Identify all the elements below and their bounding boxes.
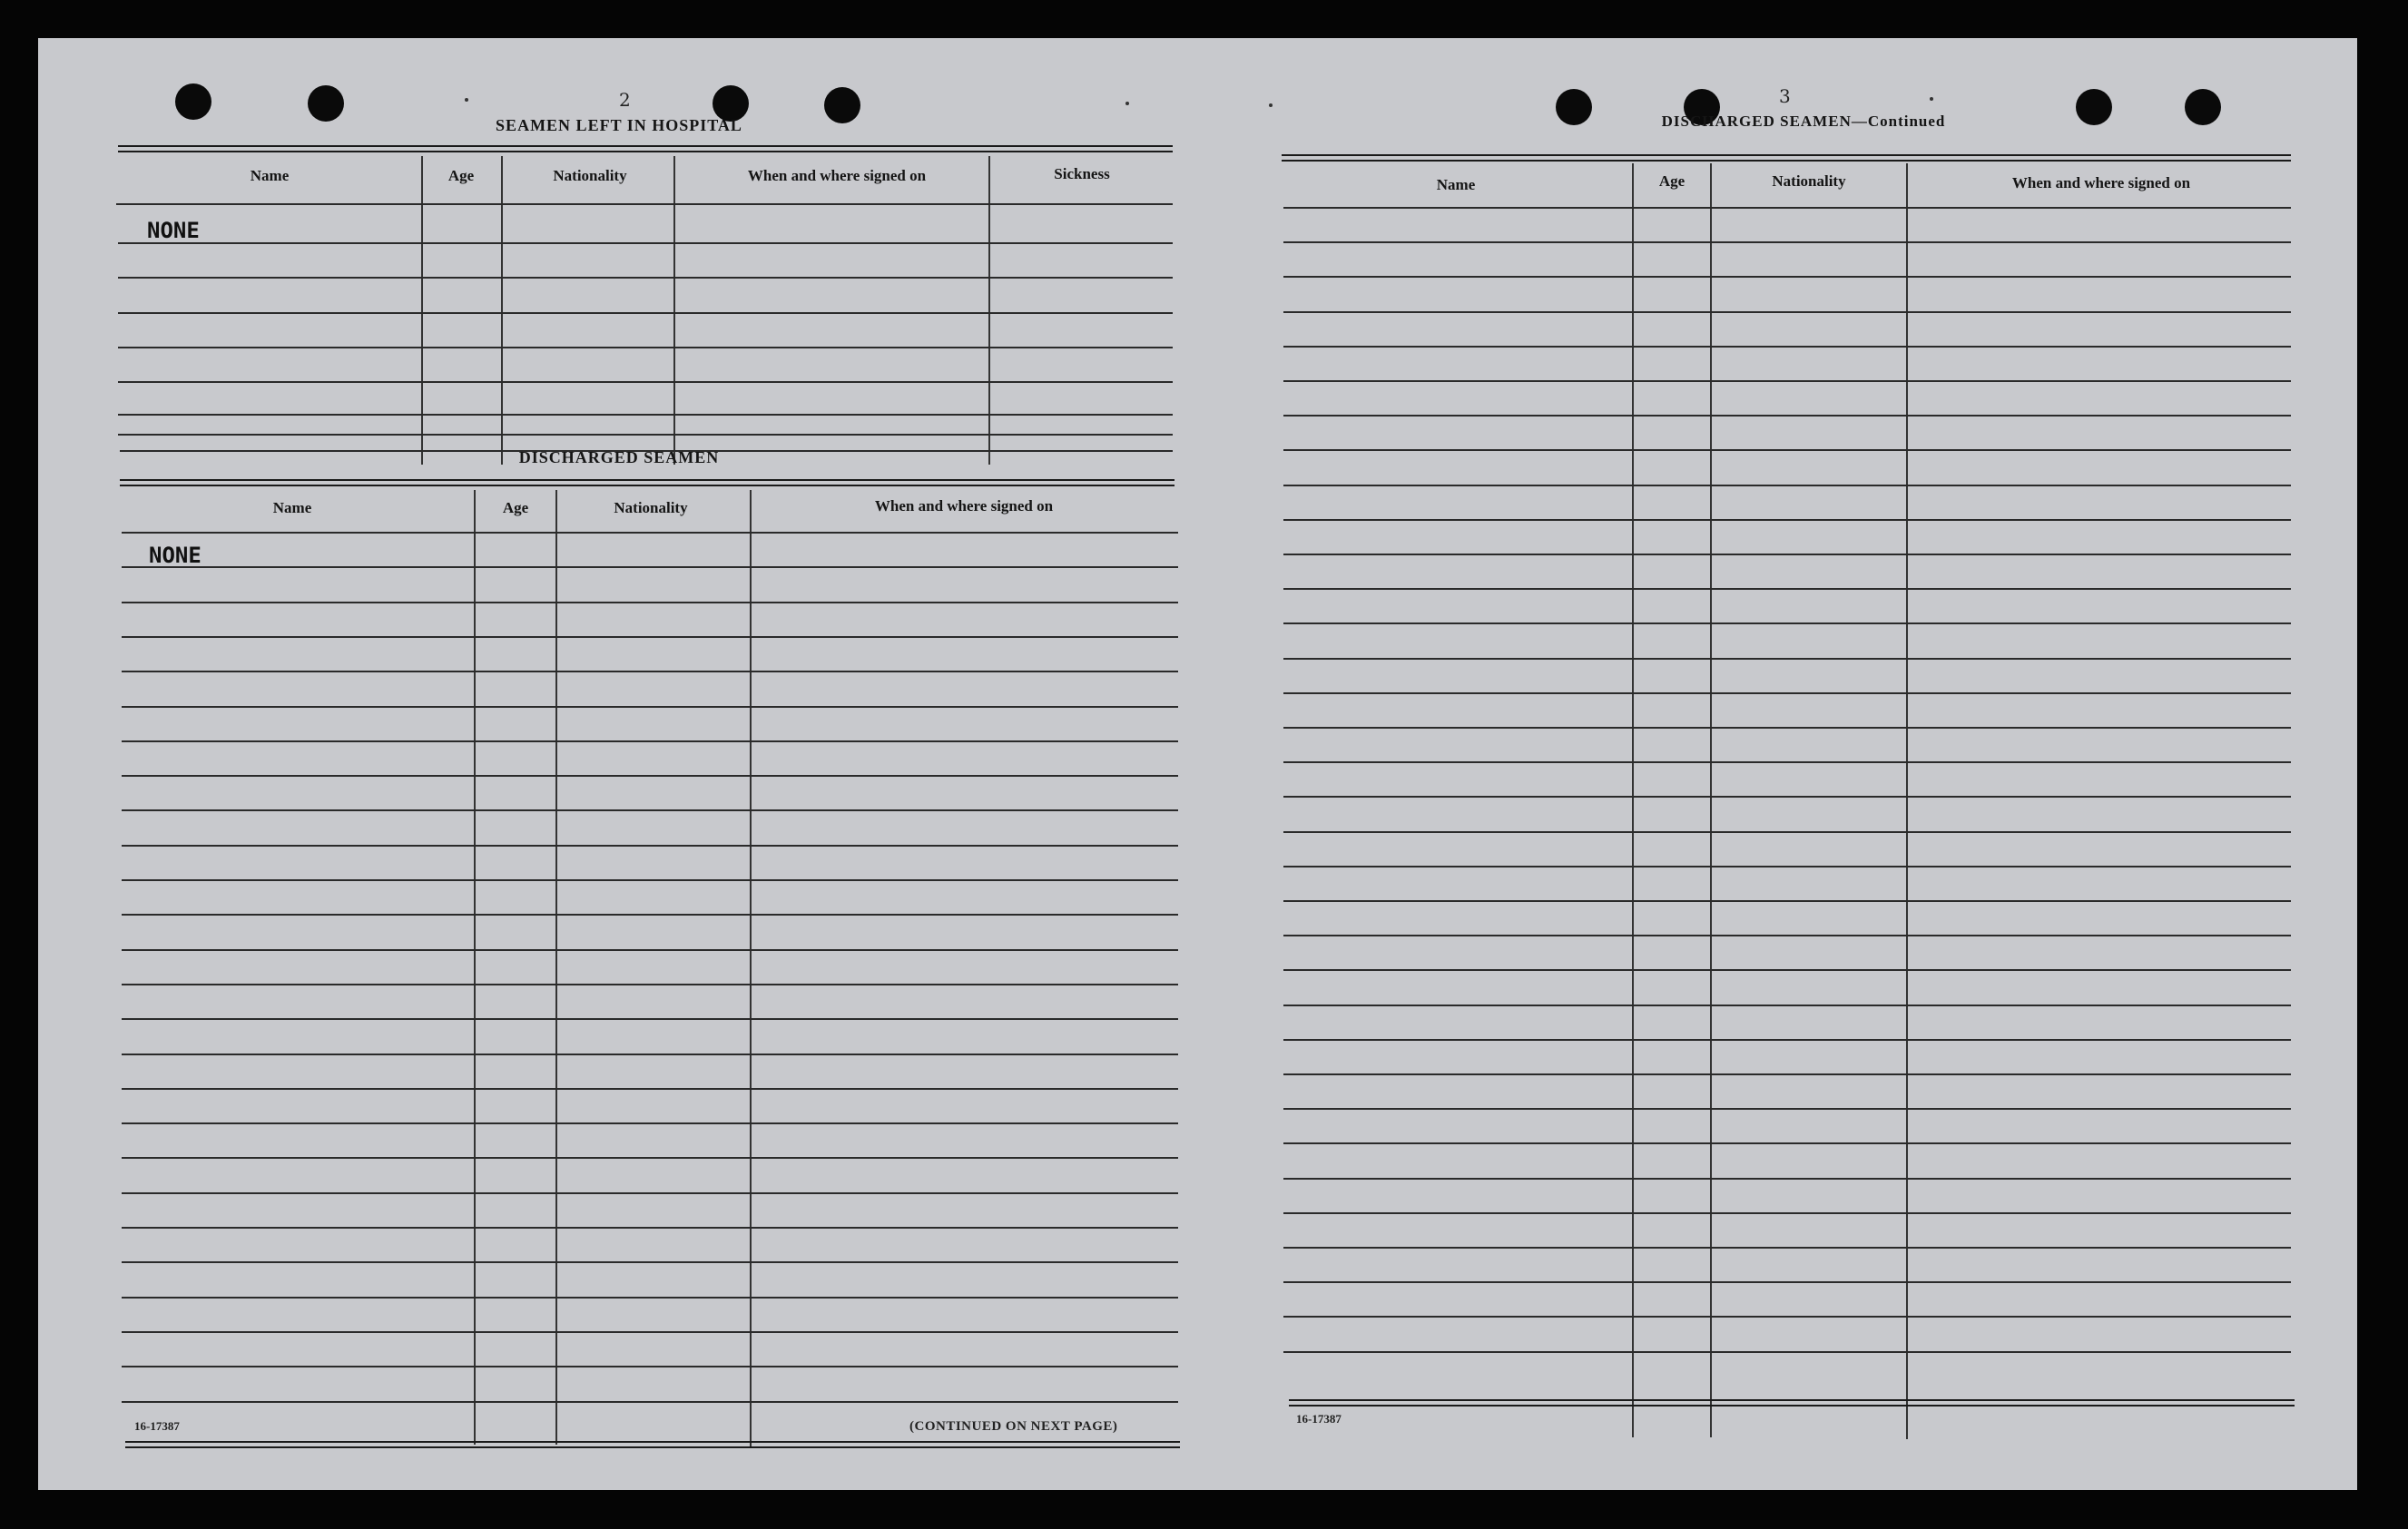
col-header-nationality: Nationality: [614, 499, 688, 516]
ledger-row-line: [122, 949, 1178, 951]
ledger-row-line: [1283, 276, 2291, 278]
col-header-age: Age: [502, 499, 529, 516]
hospital-section-title: SEAMEN LEFT IN HOSPITAL: [496, 116, 742, 134]
ledger-row-line: [1283, 485, 2291, 486]
ledger-row-line: [1283, 1039, 2291, 1041]
ledger-row-line: [122, 740, 1178, 742]
ledger-row-line: [122, 671, 1178, 672]
left-page-number: 2: [619, 89, 631, 111]
ledger-row-line: [122, 636, 1178, 638]
ledger-row-line: [1283, 866, 2291, 867]
divider: [1282, 154, 2291, 162]
continued-note: (CONTINUED ON NEXT PAGE): [909, 1419, 1118, 1434]
divider: [125, 1441, 1180, 1448]
ledger-row-line: [122, 1157, 1178, 1159]
ledger-row-line: [122, 1088, 1178, 1090]
ledger-row-line: [122, 1366, 1178, 1367]
ledger-row-line: [122, 1122, 1178, 1124]
ledger-row-line: [1283, 1142, 2291, 1144]
ledger-row-line: [1283, 658, 2291, 660]
ledger-row-line: [1283, 831, 2291, 833]
ledger-row-line: [1283, 935, 2291, 936]
ledger-row-line: [1283, 1281, 2291, 1283]
ledger-row-line: [1283, 727, 2291, 729]
ledger-row-line: [1283, 519, 2291, 521]
ledger-row-line: [1283, 380, 2291, 382]
divider: [120, 479, 1175, 486]
ledger-row-line: [122, 809, 1178, 811]
ledger-row-line: [1283, 415, 2291, 417]
ledger-row-line: [1283, 692, 2291, 694]
ledger-row-line: [122, 1054, 1178, 1055]
divider: [118, 145, 1173, 152]
ledger-row-line: [1283, 761, 2291, 763]
punch-hole: [1556, 89, 1592, 125]
ledger-row-line: [1283, 207, 2291, 209]
ledger-row-line: [1283, 796, 2291, 798]
ledger-row-line: [1283, 1178, 2291, 1180]
right-page-number: 3: [1779, 85, 1791, 107]
ledger-row-line: [1283, 1005, 2291, 1006]
ledger-row-line: [1283, 1351, 2291, 1353]
document-paper: [38, 38, 2357, 1490]
col-header-name: Name: [1436, 176, 1476, 193]
ledger-row-line: [122, 532, 1178, 534]
col-header-when-where: When and where signed on: [2011, 174, 2191, 191]
ledger-row-line: [1283, 622, 2291, 624]
discharged-continued-title: DISCHARGED SEAMEN—Continued: [1661, 113, 1946, 130]
ledger-row-line: [122, 602, 1178, 603]
ledger-row-line: [122, 1018, 1178, 1020]
ledger-row-line: [1283, 1212, 2291, 1214]
ledger-row-line: [122, 845, 1178, 847]
ledger-row-line: [1283, 1247, 2291, 1249]
ledger-row-line: [1283, 311, 2291, 313]
punch-hole: [308, 85, 344, 122]
discharged-entry-text: NONE: [149, 543, 201, 568]
col-header-when-where: When and where signed on: [874, 497, 1054, 515]
ledger-row-line: [1283, 969, 2291, 971]
col-header-name: Name: [250, 167, 290, 184]
discharged-section-title: DISCHARGED SEAMEN: [518, 448, 720, 466]
col-header-nationality: Nationality: [553, 167, 627, 184]
punch-hole: [824, 87, 860, 123]
ledger-row-line: [122, 1297, 1178, 1299]
ledger-row-line: [1283, 1073, 2291, 1075]
ledger-row-line: [122, 1227, 1178, 1229]
col-header-when-where: When and where signed on: [747, 167, 927, 184]
ledger-row-line: [1283, 900, 2291, 902]
hospital-entry-text: NONE: [147, 218, 200, 243]
ledger-row-line: [122, 879, 1178, 881]
ledger-row-line: [122, 1401, 1178, 1403]
col-header-name: Name: [272, 499, 312, 516]
col-header-nationality: Nationality: [1772, 172, 1846, 190]
ledger-row-line: [122, 1261, 1178, 1263]
divider: [1289, 1399, 2295, 1406]
ledger-row-line: [122, 775, 1178, 777]
ledger-row-line: [1283, 554, 2291, 555]
ledger-row-line: [122, 984, 1178, 985]
ledger-row-line: [122, 706, 1178, 708]
ledger-row-line: [1283, 1316, 2291, 1318]
ledger-row-line: [122, 1331, 1178, 1333]
ledger-row-line: [1283, 449, 2291, 451]
punch-hole: [2185, 89, 2221, 125]
punch-hole: [175, 83, 211, 120]
col-header-age: Age: [1658, 172, 1686, 190]
form-number: 16-17387: [134, 1419, 180, 1433]
form-number: 16-17387: [1296, 1412, 1342, 1426]
ledger-row-line: [1283, 588, 2291, 590]
ledger-row-line: [1283, 241, 2291, 243]
ledger-row-line: [122, 566, 1178, 568]
punch-hole: [2076, 89, 2112, 125]
ledger-row-line: [122, 914, 1178, 916]
ledger-row-line: [122, 1192, 1178, 1194]
col-header-sickness: Sickness: [1054, 165, 1110, 182]
ledger-row-line: [1283, 1108, 2291, 1110]
col-header-age: Age: [447, 167, 475, 184]
ledger-row-line: [1283, 346, 2291, 348]
